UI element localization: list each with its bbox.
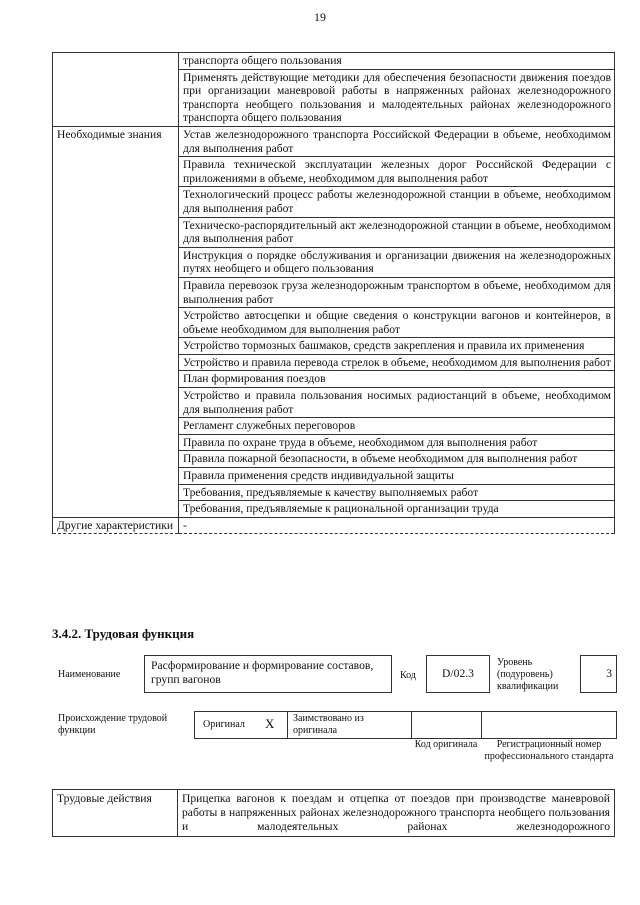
other-row bbox=[53, 517, 615, 534]
actions-value: Прицепка вагонов к поездам и отцепка от поездов при производстве маневровой работы в напряженных районах железнодорожного транспорта необщего пользования и малодеятельных районах железнодорожного bbox=[178, 790, 615, 837]
actions-label: Трудовые действия bbox=[53, 790, 178, 837]
row-value: Правила пожарной безопасности, в объеме необходимом для выполнения работ bbox=[179, 451, 615, 468]
code-box bbox=[426, 655, 490, 693]
row-value: Устройство автосцепки и общие сведения о конструкции вагонов и контейнеров, в объеме необходимом для выполнения работ bbox=[179, 308, 615, 338]
code-label: Код bbox=[400, 670, 416, 681]
row-value: Регламент служебных переговоров bbox=[179, 418, 615, 435]
row-value: Правила перевозок груза железнодорожным транспортом в объеме, необходимом для выполнения работ bbox=[179, 277, 615, 307]
skills-row bbox=[53, 53, 615, 70]
borrowed-label: Заимствовано из оригинала bbox=[293, 713, 364, 736]
requirements-table bbox=[52, 52, 615, 534]
row-label: Необходимые знания bbox=[53, 126, 179, 517]
row-value: Устройство и правила пользования носимых радиостанций в объеме, необходимом для выполнения работ bbox=[179, 388, 615, 418]
origin-divider-3 bbox=[481, 712, 482, 738]
code-value: D/02.3 bbox=[442, 667, 474, 680]
section-title: 3.4.2. Трудовая функция bbox=[52, 626, 195, 641]
origin-label: Происхождение трудовой функции bbox=[58, 713, 168, 736]
origin-divider-1 bbox=[287, 712, 288, 738]
actions-table bbox=[52, 789, 615, 837]
row-label bbox=[53, 53, 179, 127]
origin-row bbox=[194, 711, 617, 739]
row-value: Правила технической эксплуатации железных дорог Российской Федерации с приложениями в объеме, необходимом для выполнения работ bbox=[179, 157, 615, 187]
reg-number-label: Регистрационный номер профессионального стандарта bbox=[484, 739, 614, 762]
level-label: Уровень (подуровень) квалификации bbox=[497, 657, 559, 692]
level-box bbox=[580, 655, 617, 693]
row-value: Требования, предъявляемые к качеству выполняемых работ bbox=[179, 484, 615, 501]
knowledge-row bbox=[53, 126, 615, 156]
row-value: Правила по охране труда в объеме, необходимом для выполнения работ bbox=[179, 434, 615, 451]
row-value: Применять действующие методики для обеспечения безопасности движения поездов при организации маневровой работы в напряженных районах железнодорожного транспорта необщего пользования и малодеятельных районах железнодорожного транспорта общего пользования bbox=[179, 69, 615, 126]
level-value: 3 bbox=[606, 667, 612, 680]
row-value: Техническо-распорядительный акт железнодорожной станции в объеме, необходимом для выполнения работ bbox=[179, 217, 615, 247]
page-number: 19 bbox=[314, 10, 326, 24]
row-value: Требования, предъявляемые к рациональной организации труда bbox=[179, 501, 615, 518]
row-value: транспорта общего пользования bbox=[179, 53, 615, 70]
row-value: Правила применения средств индивидуальной защиты bbox=[179, 468, 615, 485]
name-value: Расформирование и формирование составов, групп вагонов bbox=[151, 659, 374, 686]
row-value: Устройство тормозных башмаков, средств закрепления и правила их применения bbox=[179, 338, 615, 355]
code-original-label: Код оригинала bbox=[414, 739, 478, 750]
row-value: Устав железнодорожного транспорта Российской Федерации в объеме, необходимом для выполнения работ bbox=[179, 126, 615, 156]
original-label: Оригинал bbox=[203, 719, 245, 730]
row-value: Устройство и правила перевода стрелок в объеме, необходимом для выполнения работ bbox=[179, 354, 615, 371]
row-value: Технологический процесс работы железнодорожной станции в объеме, необходимом для выполнения работ bbox=[179, 187, 615, 217]
original-mark: X bbox=[265, 716, 275, 731]
name-box bbox=[144, 655, 392, 693]
name-label: Наименование bbox=[58, 669, 121, 680]
row-value: - bbox=[179, 517, 615, 534]
row-value: План формирования поездов bbox=[179, 371, 615, 388]
row-label: Другие характеристики bbox=[53, 517, 179, 534]
origin-divider-2 bbox=[411, 712, 412, 738]
row-value: Инструкция о порядке обслуживания и организации движения на железнодорожных путях необщего и общего пользования bbox=[179, 247, 615, 277]
